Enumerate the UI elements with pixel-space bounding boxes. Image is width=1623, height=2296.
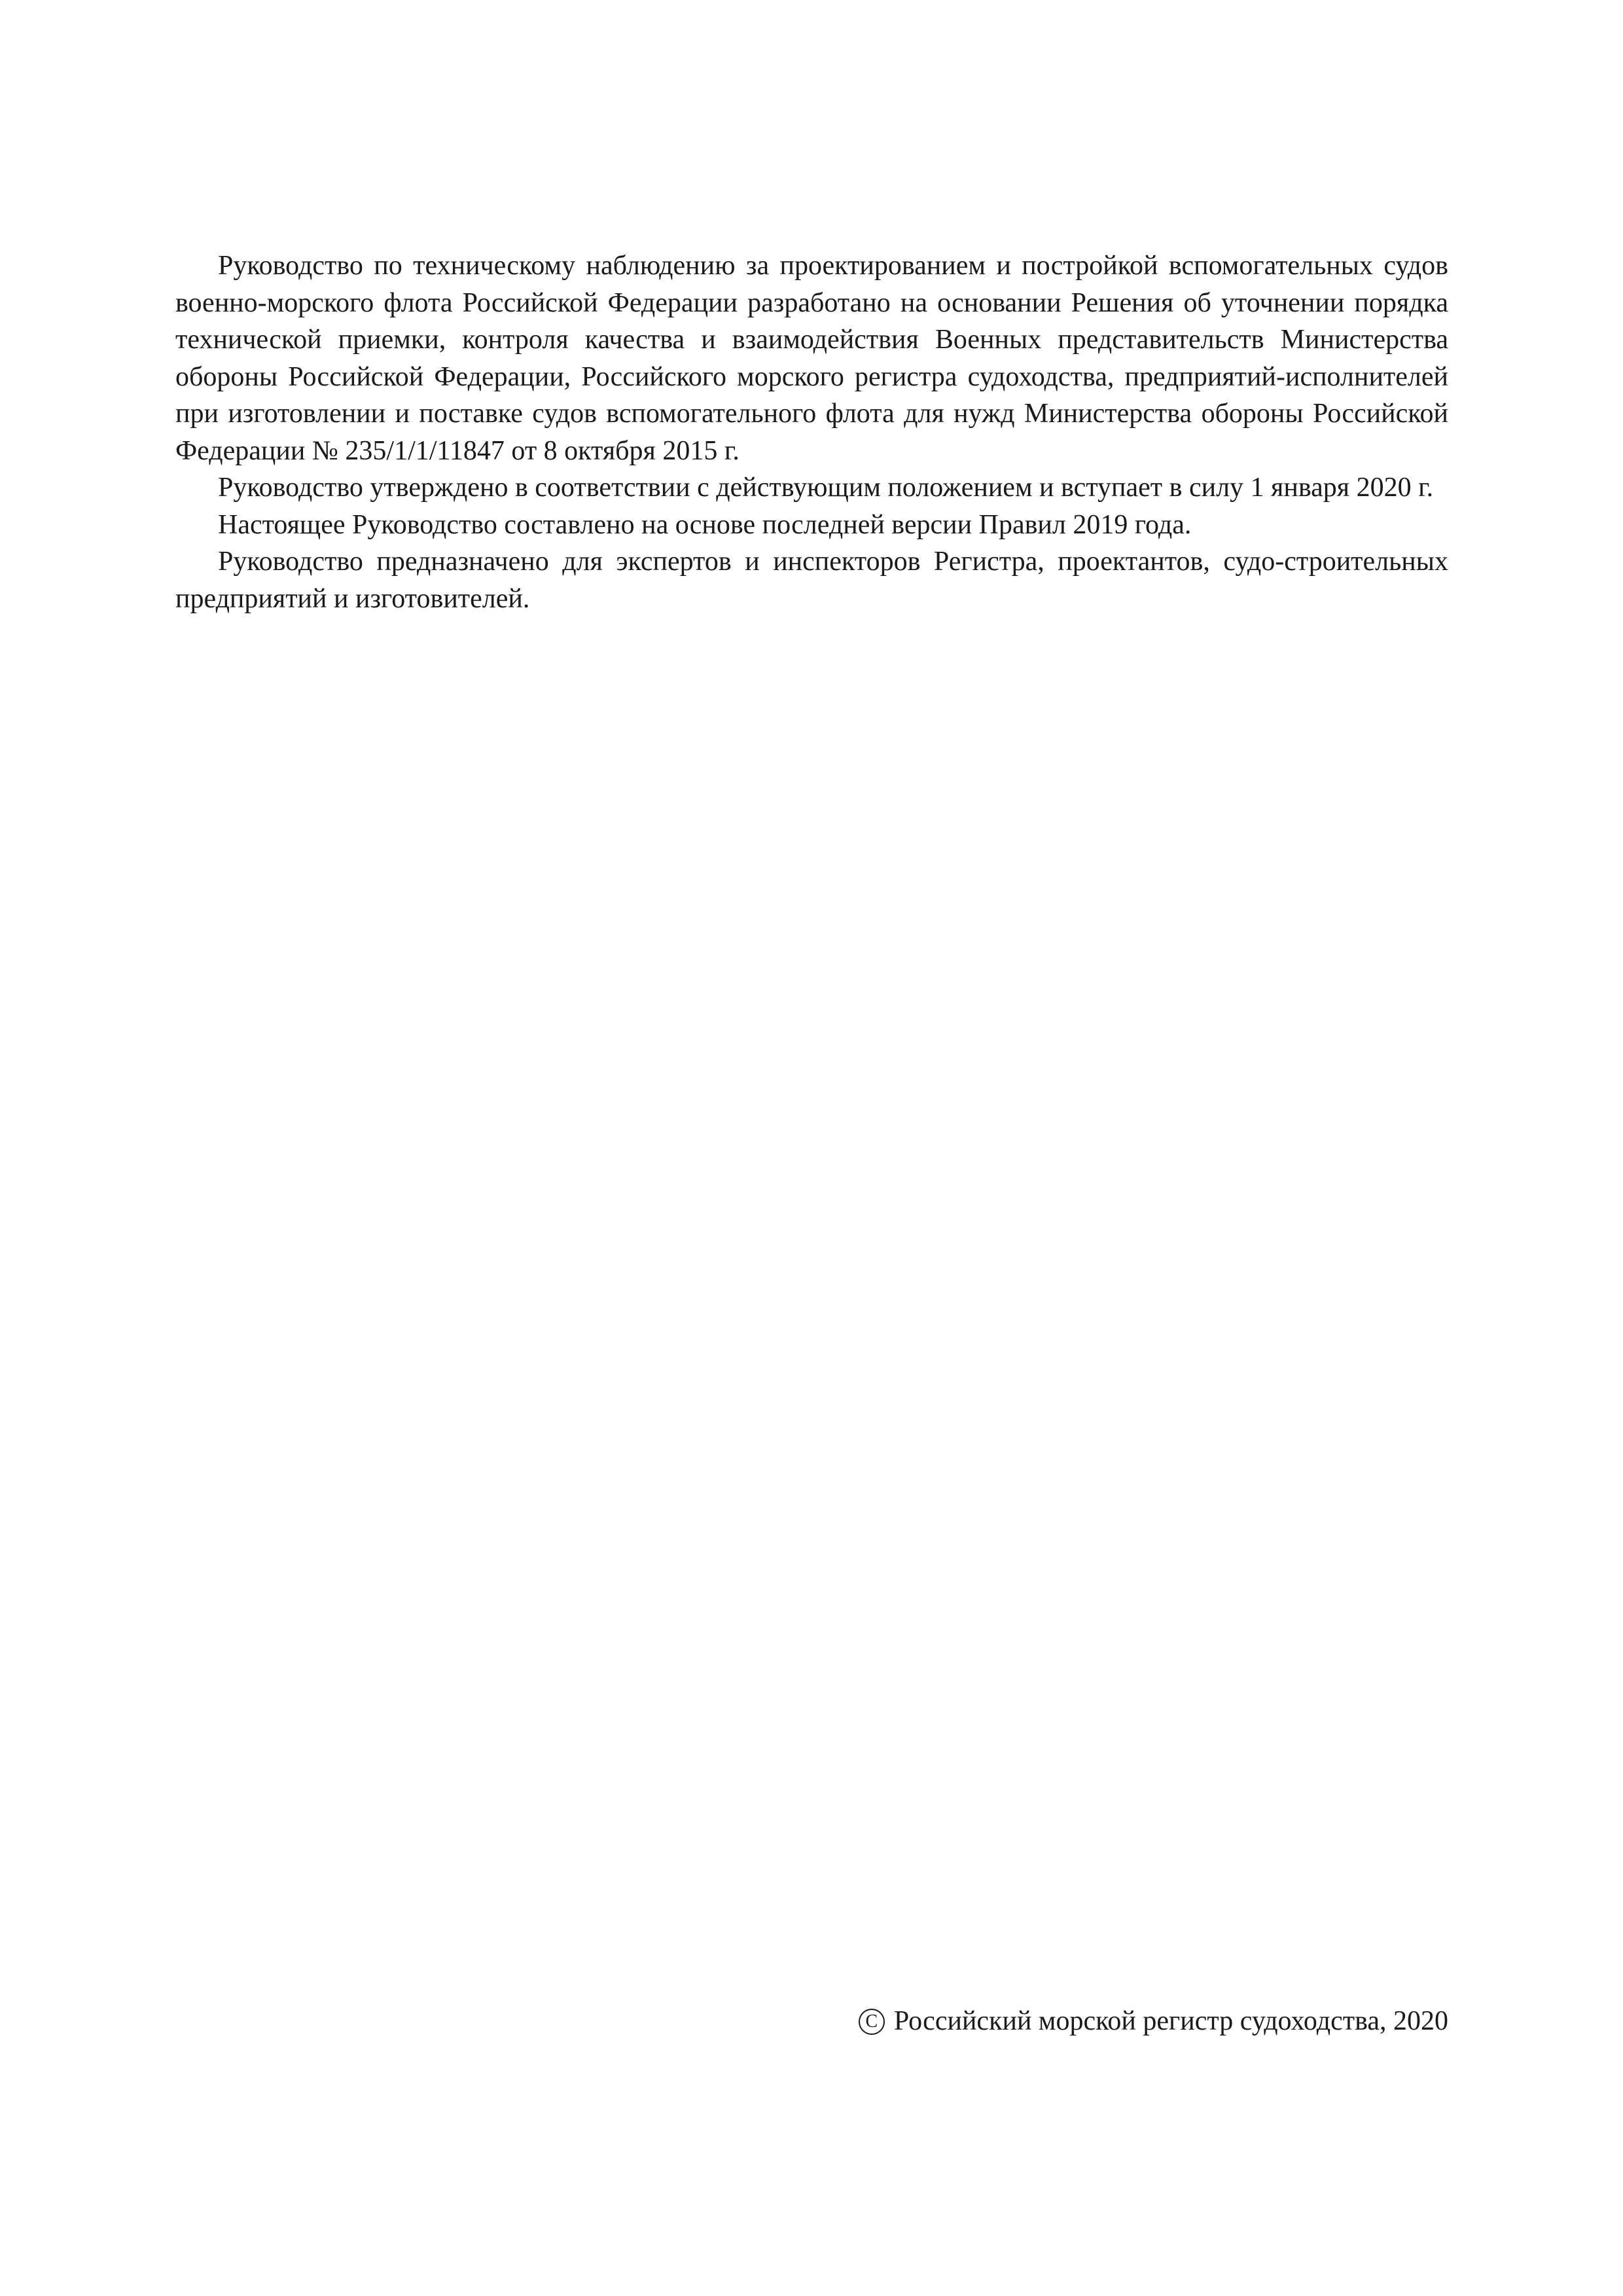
copyright-notice <box>859 2003 1448 2039</box>
paragraph-audience: Руководство предназначено для экспертов и инспекторов Регистра, проектантов, судо-​строительных предприятий и изготовителей. <box>175 547 1448 614</box>
body-text <box>175 247 1448 617</box>
paragraph-purpose: Руководство по техническому наблюдению за проектированием и постройкой вспомогательных судов военно-морского флота Российской Федерации разработано на основании Решения об уточнении порядка технической приемки, контроля качества и взаимодействия Военных представительств Министерства обороны Российской Федерации, Российского морского регистра судоходства, предприятий-исполнителей при изготовлении и поставке судов вспомогательного флота для нужд Министерства обороны Российской Федерации № 235/1/1/11847 от 8 октября 2015 г. <box>175 251 1448 466</box>
paragraph-basis: Настоящее Руководство составлено на основе последней версии Правил 2019 года. <box>218 509 1192 540</box>
paragraph-approval: Руководство утверждено в соответствии с действующим положением и вступает в силу 1 января 2020 г. <box>218 473 1434 503</box>
copyright-text: Российский морской регистр судоходства, 2020 <box>893 2006 1448 2036</box>
copyright-icon: C <box>859 2009 885 2035</box>
